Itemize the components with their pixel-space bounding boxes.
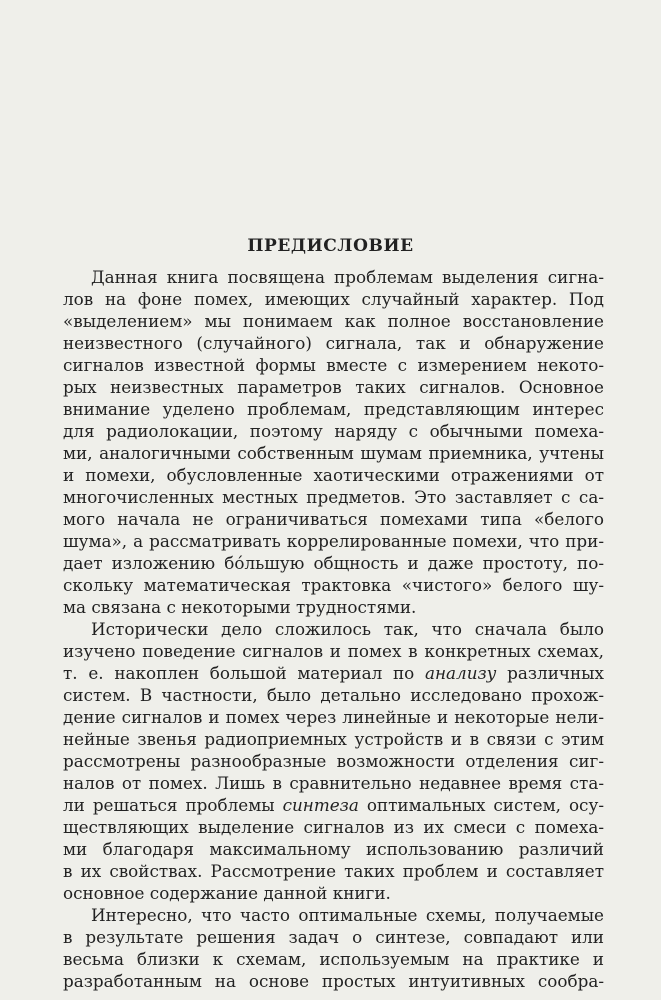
text-line: сигналов известной формы вместе с измерением некото-	[63, 355, 604, 375]
text-line: изучено поведение сигналов и помех в конкретных схемах,	[63, 641, 604, 661]
text-line: систем. В частности, было детально исследовано прохож-	[63, 685, 604, 705]
text-fragment: оптимальных систем, осу-	[358, 795, 604, 815]
text-line: дение сигналов и помех через линейные и некоторые нели-	[63, 707, 604, 727]
text-line: «выделением» мы понимаем как полное восстановление	[63, 311, 604, 331]
text-line: ми благодаря максимальному использованию различий	[63, 839, 604, 859]
text-line: Интересно, что часто оптимальные схемы, получаемые	[91, 905, 604, 925]
text-line: многочисленных местных предметов. Это заставляет с са-	[63, 487, 604, 507]
text-line: дает изложению бо́льшую общность и даже простоту, по-	[63, 553, 604, 573]
text-line: в их свойствах. Рассмотрение таких проблем и составляет	[63, 861, 604, 881]
text-line: рых неизвестных параметров таких сигналов. Основное	[63, 377, 604, 397]
text-line: нейные звенья радиоприемных устройств и в связи с этим	[63, 729, 604, 749]
text-line: лов на фоне помех, имеющих случайный характер. Под	[63, 289, 604, 309]
text-fragment: т. е. накоплен большой материал по	[63, 663, 425, 683]
text-line: ществляющих выделение сигналов из их смеси с помеха-	[63, 817, 604, 837]
text-line: весьма близки к схемам, используемым на практике и	[63, 949, 604, 969]
text-fragment: различных	[496, 663, 604, 683]
text-line: разработанным на основе простых интуитивных сообра-	[63, 971, 604, 991]
emphasis-synthesis: синтеза	[282, 795, 359, 815]
text-line: Исторически дело сложилось так, что сначала было	[91, 619, 604, 639]
text-line: и помехи, обусловленные хаотическими отражениями от	[63, 465, 604, 485]
text-line: мого начала не ограничиваться помехами типа «белого	[63, 509, 604, 529]
text-line: для радиолокации, поэтому наряду с обычными помеха-	[63, 421, 604, 441]
text-line	[63, 794, 604, 816]
text-line: ма связана с некоторыми трудностями.	[63, 597, 417, 617]
text-line: рассмотрены разнообразные возможности отделения сиг-	[63, 751, 604, 771]
page-title: ПРЕДИСЛОВИЕ	[247, 236, 414, 256]
text-fragment: ли решаться проблемы	[63, 795, 283, 815]
text-line: шума», а рассматривать коррелированные помехи, что при-	[63, 531, 604, 551]
text-line: скольку математическая трактовка «чистого» белого шу-	[63, 575, 604, 595]
text-line: неизвестного (случайного) сигнала, так и обнаружение	[63, 333, 604, 353]
text-line: ми, аналогичными собственным шумам приемника, учтены	[63, 443, 604, 463]
emphasis-analysis: анализу	[424, 663, 497, 683]
text-line: налов от помех. Лишь в сравнительно недавнее время ста-	[63, 773, 604, 793]
text-line: в результате решения задач о синтезе, совпадают или	[63, 927, 604, 947]
text-line: внимание уделено проблемам, представляющим интерес	[63, 399, 604, 419]
text-line: основное содержание данной книги.	[63, 883, 391, 903]
text-line	[63, 662, 604, 684]
text-line: Данная книга посвящена проблемам выделения сигна-	[91, 267, 604, 287]
